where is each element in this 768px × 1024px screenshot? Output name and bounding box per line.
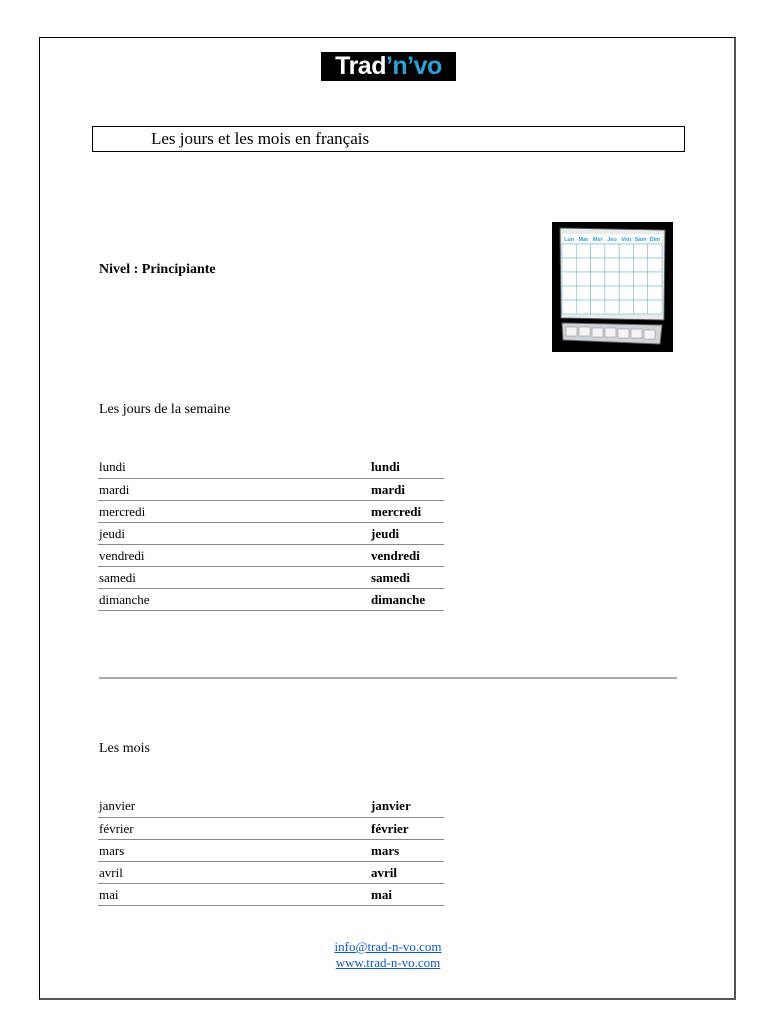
table-row: [98, 545, 444, 567]
french-word: jeudi: [98, 523, 370, 545]
calendar-cell: [591, 258, 605, 272]
days-table-body: [98, 456, 444, 611]
calendar-cell: [605, 244, 619, 258]
calendar-header: Ven: [621, 237, 632, 243]
calendar-cell: [562, 286, 576, 300]
calendar-header: Sam: [634, 237, 647, 243]
table-row: [98, 567, 444, 589]
french-word: lundi: [98, 456, 370, 479]
calendar-header: Dim: [649, 237, 661, 243]
section-divider: [99, 677, 677, 679]
calendar-cell: [576, 272, 590, 286]
days-heading: Les jours de la semaine: [99, 402, 231, 417]
calendar-cell: [562, 258, 576, 272]
table-row: [98, 456, 444, 479]
translation-word: mardi: [370, 479, 444, 501]
table-row: [98, 884, 444, 906]
table-row: [98, 589, 444, 611]
table-row: [98, 818, 444, 840]
calendar-cell: [576, 244, 590, 258]
calendar-header: Mar: [578, 237, 589, 243]
calendar-cell: [605, 300, 619, 314]
french-word: mars: [98, 840, 370, 862]
french-word: avril: [98, 862, 370, 884]
french-word: janvier: [98, 795, 370, 818]
translation-word: samedi: [370, 567, 444, 589]
calendar-cell: [576, 300, 590, 314]
months-heading: Les mois: [99, 741, 150, 756]
email-link[interactable]: info@trad-n-vo.com: [334, 939, 442, 954]
months-table: [98, 795, 444, 906]
calendar-cell: [605, 258, 619, 272]
calendar-cell: [619, 258, 633, 272]
table-row: [98, 840, 444, 862]
website-link[interactable]: www.trad-n-vo.com: [335, 955, 441, 970]
calendar-cell: [619, 286, 633, 300]
calendar-cell: [648, 286, 662, 300]
translation-word: mars: [370, 840, 444, 862]
translation-word: lundi: [370, 456, 444, 479]
translation-word: vendredi: [370, 545, 444, 567]
calendar-header: Lun: [564, 237, 575, 243]
french-word: février: [98, 818, 370, 840]
calendar-cell: [648, 300, 662, 314]
translation-word: mercredi: [370, 501, 444, 523]
calendar-cell: [648, 244, 662, 258]
french-word: mercredi: [98, 501, 370, 523]
translation-word: février: [370, 818, 444, 840]
calendar-cell: [605, 286, 619, 300]
contact-links: [0, 939, 768, 971]
calendar-cell: [562, 300, 576, 314]
translation-word: jeudi: [370, 523, 444, 545]
translation-word: dimanche: [370, 589, 444, 611]
french-word: mai: [98, 884, 370, 906]
calendar-cell: [591, 272, 605, 286]
calendar-cell: [633, 244, 647, 258]
tradnvo-logo: Trad’n’vo: [321, 52, 456, 81]
calendar-image: [552, 222, 673, 352]
translation-word: avril: [370, 862, 444, 884]
translation-word: mai: [370, 884, 444, 906]
calendar-cell: [633, 258, 647, 272]
calendar-cell: [619, 300, 633, 314]
calendar-cell: [633, 286, 647, 300]
translation-word: janvier: [370, 795, 444, 818]
calendar-cell: [619, 272, 633, 286]
calendar-header: Mer: [592, 237, 603, 243]
table-row: [98, 479, 444, 501]
months-table-body: [98, 795, 444, 906]
french-word: dimanche: [98, 589, 370, 611]
table-row: [98, 501, 444, 523]
calendar-cell: [591, 286, 605, 300]
calendar-cell: [648, 258, 662, 272]
french-word: mardi: [98, 479, 370, 501]
calendar-cell: [576, 258, 590, 272]
calendar-cell: [576, 286, 590, 300]
table-row: [98, 523, 444, 545]
calendar-cell: [562, 272, 576, 286]
calendar-cell: [633, 272, 647, 286]
document-title: Les jours et les mois en français: [92, 126, 685, 152]
calendar-cell: [591, 300, 605, 314]
calendar-cell: [633, 300, 647, 314]
french-word: samedi: [98, 567, 370, 589]
calendar-header: Jeu: [607, 237, 617, 243]
calendar-cell: [619, 244, 633, 258]
calendar-cell: [648, 272, 662, 286]
table-row: [98, 862, 444, 884]
calendar-cell: [591, 244, 605, 258]
french-word: vendredi: [98, 545, 370, 567]
level-label: Nivel : Principiante: [99, 262, 216, 277]
calendar-cell: [605, 272, 619, 286]
days-table: [98, 456, 444, 611]
calendar-cell: [562, 244, 576, 258]
table-row: [98, 795, 444, 818]
